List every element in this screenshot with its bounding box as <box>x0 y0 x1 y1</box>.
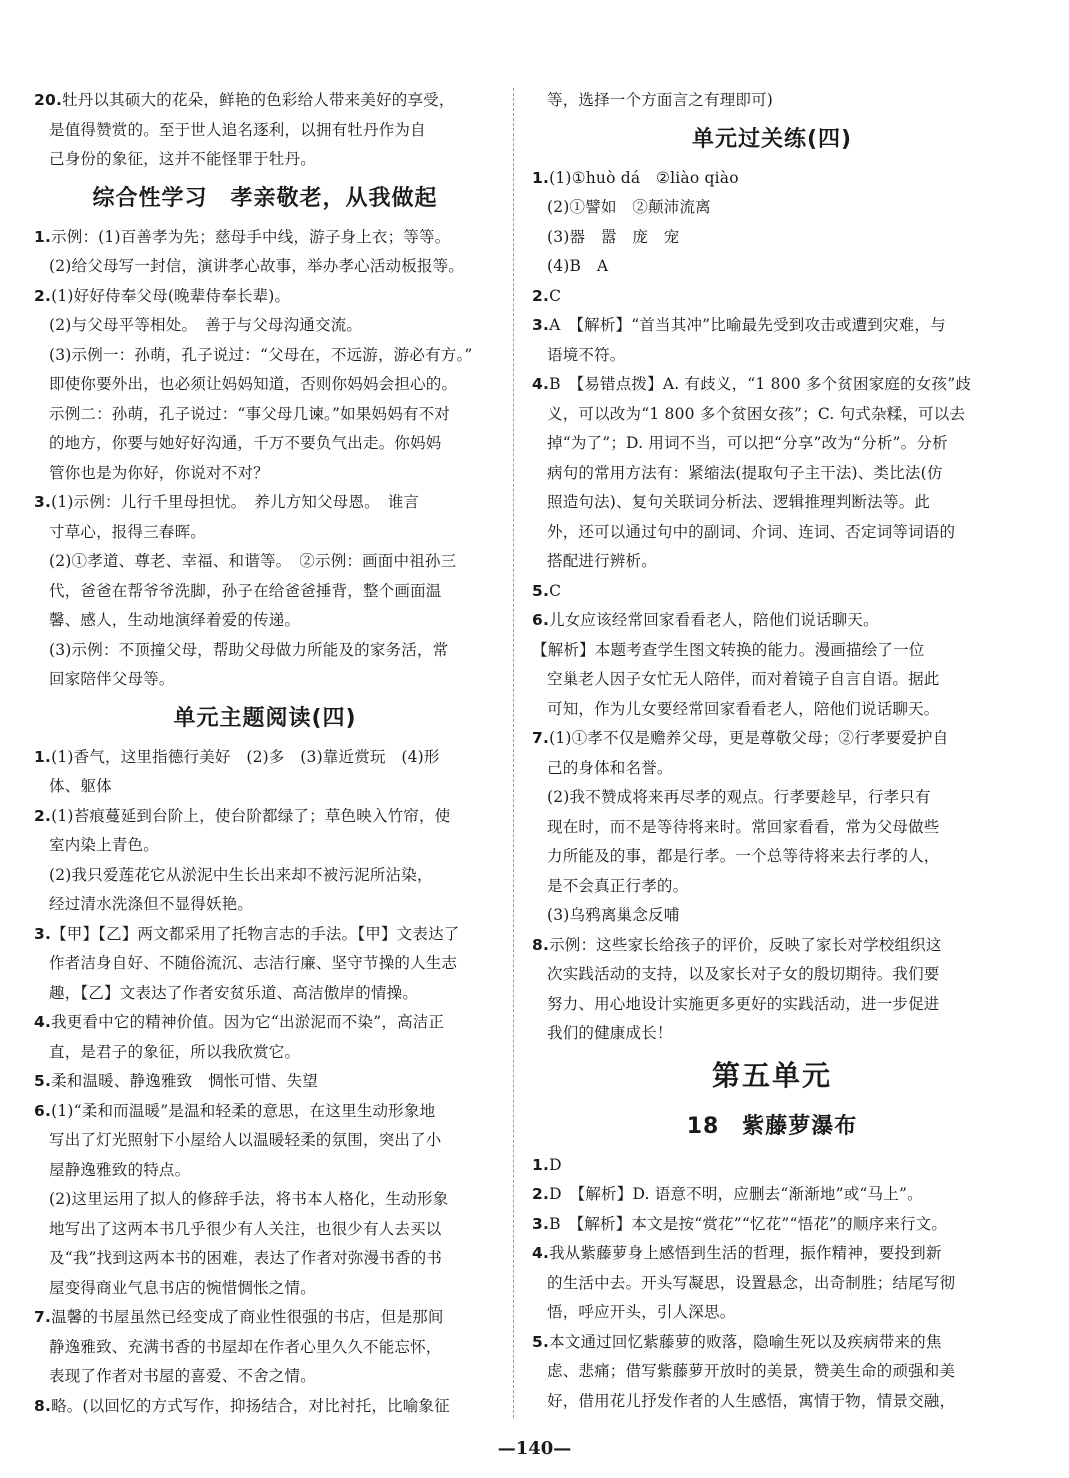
section-heading: 单元主题阅读(四) <box>173 705 357 731</box>
answer-line: 掉“为了”；D. 用词不当，可以把“分享”改为“分析”。分析 <box>547 434 948 452</box>
answer-text: 我从紫藤萝身上感悟到生活的哲理，振作精神，要投到新 <box>549 1244 942 1262</box>
answer-line: 的生活中去。开头写凝思，设置悬念，出奇制胜；结尾写彻 <box>547 1273 956 1292</box>
question-number: 1. <box>34 747 52 766</box>
answer-text: D <box>549 1155 562 1174</box>
answer-text: (1)香气，这里指德行美好 (2)多 (3)靠近赏玩 (4)形 <box>51 747 440 766</box>
question-number: 2. <box>532 1185 550 1203</box>
question-number: 2. <box>532 286 550 305</box>
answer-line: 屋静逸雅致的特点。 <box>49 1160 191 1179</box>
answer-text: 我更看中它的精神价值。因为它“出淤泥而不染”，高洁正 <box>51 1013 445 1031</box>
answer-line: 屋变得商业气息书店的惋惜惆怅之情。 <box>49 1278 316 1297</box>
question-number: 3. <box>532 316 550 334</box>
answer-line: 地写出了这两本书几乎很少有人关注，也很少有人去买以 <box>49 1219 442 1238</box>
answer-item <box>532 282 1012 312</box>
section-heading: 单元过关练(四) <box>691 126 853 152</box>
question-number: 8. <box>532 935 550 954</box>
answer-line: 直，是君子的象征，所以我欣赏它。 <box>49 1042 301 1061</box>
answer-line: 示例二：孙萌，孔子说过：“事父母几谏。”如果妈妈有不对 <box>49 404 450 423</box>
answer-text: 示例：(1)百善孝为先；慈母手中线，游子身上衣；等等。 <box>51 227 451 246</box>
answer-text: B 【解析】本文是按“赏花”“忆花”“悟花”的顺序来行文。 <box>549 1214 948 1233</box>
answer-line: (3)器 嚣 庞 宠 <box>547 227 680 246</box>
answer-text: 温馨的书屋虽然已经变成了商业性很强的书店，但是那间 <box>51 1308 444 1326</box>
answer-line: 等，选择一个方面言之有理即可) <box>547 91 774 109</box>
answer-line: 代，爸爸在帮爷爷洗脚，孙子在给爸爸捶背，整个画面温 <box>49 581 442 600</box>
question-number: 2. <box>34 286 52 305</box>
answer-line: (2)给父母写一封信，演讲孝心故事，举办孝心活动板报等。 <box>49 257 465 275</box>
answer-item <box>34 1392 496 1422</box>
answer-line: 空巢老人因子女忙无人陪伴，而对着镜子自言自语。据此 <box>547 670 940 688</box>
answer-text: 本文通过回忆紫藤萝的败落，隐喻生死以及疾病带来的焦 <box>549 1332 942 1351</box>
question-number: 5. <box>532 1332 550 1351</box>
answer-line: 寸草心，报得三春晖。 <box>49 522 207 541</box>
answer-line: 病句的常用方法有：紧缩法(提取句子主干法)、类比法(仿 <box>547 463 943 482</box>
question-number: 20. <box>34 91 63 109</box>
answer-item <box>34 743 496 773</box>
answer-line: (2)我只爱莲花它从淤泥中生长出来却不被污泥所沾染， <box>49 865 433 884</box>
right-column <box>532 86 1012 1416</box>
answer-item <box>532 1180 1012 1210</box>
answer-line: 搭配进行辨析。 <box>547 552 657 570</box>
answer-line: (2)①孝道、尊老、幸福、和谐等。 ②示例：画面中祖孙三 <box>49 552 457 570</box>
answer-line: 悟，呼应开头，引人深思。 <box>547 1303 736 1321</box>
answer-item <box>532 577 1012 607</box>
question-number: 6. <box>532 611 550 629</box>
answer-line: (2)与父母平等相处。 善于与父母沟通交流。 <box>49 316 363 334</box>
question-number: 4. <box>532 375 550 393</box>
answer-item <box>532 606 1012 636</box>
answer-line: 【解析】本题考查学生图文转换的能力。漫画描绘了一位 <box>532 640 925 659</box>
answer-line: 静逸雅致、充满书香的书屋却在作者心里久久不能忘怀， <box>49 1337 442 1356</box>
answer-line: (3)示例：不顶撞父母，帮助父母做力所能及的家务活，常 <box>49 640 449 659</box>
answer-text: (1)示例：儿行千里母担忧。 养儿方知父母恩。 谁言 <box>51 493 420 511</box>
question-number: 7. <box>532 729 550 747</box>
question-number: 5. <box>34 1072 52 1090</box>
answer-item <box>532 370 1012 400</box>
answer-item <box>34 802 496 832</box>
answer-line: (3)示例一：孙萌，孔子说过：“父母在，不远游，游必有方。” <box>49 345 473 364</box>
answer-line: 照造句法)、复句关联词分析法、逻辑推理判断法等。此 <box>547 493 931 511</box>
answer-text: A 【解析】“首当其冲”比喻最先受到攻击或遭到灾难，与 <box>549 316 946 334</box>
question-number: 1. <box>532 168 550 187</box>
question-number: 3. <box>532 1214 550 1233</box>
answer-item <box>532 724 1012 754</box>
question-number: 3. <box>34 493 52 511</box>
answer-item <box>34 1067 496 1097</box>
answer-item <box>34 1008 496 1038</box>
answer-item <box>532 1151 1012 1181</box>
question-number: 6. <box>34 1101 52 1120</box>
answer-text: C <box>549 581 562 600</box>
answer-line: 馨、感人，生动地演绎着爱的传递。 <box>49 611 301 629</box>
answer-text: 柔和温暖、静逸雅致 惆怅可惜、失望 <box>51 1072 318 1090</box>
answer-text: (1)①huò dá ②liào qiào <box>549 168 739 187</box>
answer-text: (1)好好侍奉父母(晚辈侍奉长辈)。 <box>51 286 291 305</box>
answer-item <box>532 164 1012 194</box>
question-number: 7. <box>34 1308 52 1326</box>
answer-text: 牡丹以其硕大的花朵，鲜艳的色彩给人带来美好的享受， <box>62 91 455 109</box>
answer-text: 略。(以回忆的方式写作，抑扬结合，对比衬托，比喻象征 <box>51 1396 450 1415</box>
answer-line: (4)B A <box>547 257 609 275</box>
question-number: 1. <box>34 227 52 246</box>
question-number: 2. <box>34 806 52 825</box>
answer-line: 虑、悲痛；借写紫藤萝开放时的美景，赞美生命的顽强和美 <box>547 1362 956 1380</box>
answer-item <box>532 311 1012 341</box>
answer-text: 示例：这些家长给孩子的评价，反映了家长对学校组织这 <box>549 935 942 954</box>
question-number: 1. <box>532 1155 550 1174</box>
answer-text: (1)①孝不仅是赡养父母，更是尊敬父母；②行孝要爱护自 <box>549 729 949 747</box>
answer-text: 儿女应该经常回家看看老人，陪他们说话聊天。 <box>549 611 879 629</box>
answer-line: (2)①譬如 ②颠沛流离 <box>547 198 711 216</box>
answer-line: 表现了作者对书屋的喜爱、不舍之情。 <box>49 1367 316 1385</box>
answer-item <box>34 1097 496 1127</box>
answer-line: 好，借用花儿抒发作者的人生感悟，寓情于物，情景交融， <box>547 1391 956 1410</box>
answer-line: 回家陪伴父母等。 <box>49 670 175 688</box>
answer-line: 写出了灯光照射下小屋给人以温暖轻柔的氛围，突出了小 <box>49 1131 442 1149</box>
answer-line: 己身份的象征，这并不能怪罪于牡丹。 <box>49 150 316 168</box>
answer-item <box>532 931 1012 961</box>
page-number: —140— <box>497 1438 572 1459</box>
column-divider <box>513 88 514 1418</box>
answer-item <box>34 1303 496 1333</box>
answer-line: 力所能及的事，都是行孝。一个总等待将来去行孝的人， <box>547 847 940 865</box>
answer-text: (1)苔痕蔓延到台阶上，使台阶都绿了；草色映入竹帘，使 <box>51 806 451 825</box>
answer-line: (2)这里运用了拟人的修辞手法，将书本人格化，生动形象 <box>49 1190 449 1208</box>
answer-line: (2)我不赞成将来再尽孝的观点。行孝要趁早，行孝只有 <box>547 788 931 806</box>
answer-line: 我们的健康成长！ <box>547 1024 673 1042</box>
answer-text: (1)“柔和而温暖”是温和轻柔的意思，在这里生动形象地 <box>51 1101 436 1120</box>
answer-line: 趣，【乙】文表达了作者安贫乐道、高洁傲岸的情操。 <box>49 983 419 1002</box>
answer-item <box>532 1239 1012 1269</box>
answer-line: 体、躯体 <box>49 777 112 795</box>
answer-text: D 【解析】D. 语意不明，应删去“渐渐地”或“马上”。 <box>549 1185 923 1203</box>
answer-text: C <box>549 286 562 305</box>
question-number: 5. <box>532 581 550 600</box>
answer-line: 努力、用心地设计实施更多更好的实践活动，进一步促进 <box>547 994 940 1013</box>
answer-item <box>532 1328 1012 1358</box>
answer-item <box>34 920 496 950</box>
answer-item <box>532 1210 1012 1240</box>
answer-line: 现在时，而不是等待将来时。常回家看看，常为父母做些 <box>547 817 940 836</box>
answer-line: 是不会真正行孝的。 <box>547 876 689 895</box>
answer-line: 次实践活动的支持，以及家长对子女的殷切期待。我们要 <box>547 965 940 983</box>
answer-line: 即使你要外出，也必须让妈妈知道，否则你妈妈会担心的。 <box>49 375 458 393</box>
answer-item <box>34 86 496 116</box>
answer-item <box>34 282 496 312</box>
answer-line: (3)乌鸦离巢念反哺 <box>547 906 680 924</box>
answer-line: 的地方，你要与她好好沟通，千万不要负气出走。你妈妈 <box>49 434 442 452</box>
answer-line: 语境不符。 <box>547 345 626 364</box>
answer-text: 【甲】【乙】两文都采用了托物言志的手法。【甲】文表达了 <box>51 924 460 943</box>
section-heading: 综合性学习 孝亲敬老，从我做起 <box>92 185 438 211</box>
question-number: 4. <box>532 1244 550 1262</box>
answer-item <box>34 488 496 518</box>
answer-item <box>34 223 496 253</box>
question-number: 4. <box>34 1013 52 1031</box>
answer-line: 义，可以改为“1 800 多个贫困女孩”；C. 句式杂糅，可以去 <box>547 404 966 423</box>
answer-line: 己的身体和名誉。 <box>547 758 673 777</box>
answer-line: 及“我”找到这两本书的困难，表达了作者对弥漫书香的书 <box>49 1249 443 1267</box>
answer-line: 作者洁身自好、不随俗流沉、志洁行廉、坚守节操的人生志 <box>49 954 458 972</box>
answer-line: 经过清水洗涤但不显得妖艳。 <box>49 895 254 913</box>
answer-line: 可知，作为儿女要经常回家看看老人，陪他们说话聊天。 <box>547 699 940 718</box>
answer-line: 室内染上青色。 <box>49 836 159 854</box>
section-heading: 18 紫藤萝瀑布 <box>686 1113 858 1139</box>
answer-line: 外，还可以通过句中的副词、介词、连词、否定词等词语的 <box>547 522 956 541</box>
answer-line: 管你也是为你好，你说对不对？ <box>49 463 269 482</box>
answer-text: B 【易错点拨】A. 有歧义，“1 800 多个贫困家庭的女孩”歧 <box>549 375 972 393</box>
unit-heading: 第五单元 <box>711 1058 832 1092</box>
left-column <box>34 86 496 1421</box>
question-number: 3. <box>34 924 52 943</box>
answer-line: 是值得赞赏的。至于世人追名逐利，以拥有牡丹作为自 <box>49 120 426 139</box>
question-number: 8. <box>34 1396 52 1415</box>
